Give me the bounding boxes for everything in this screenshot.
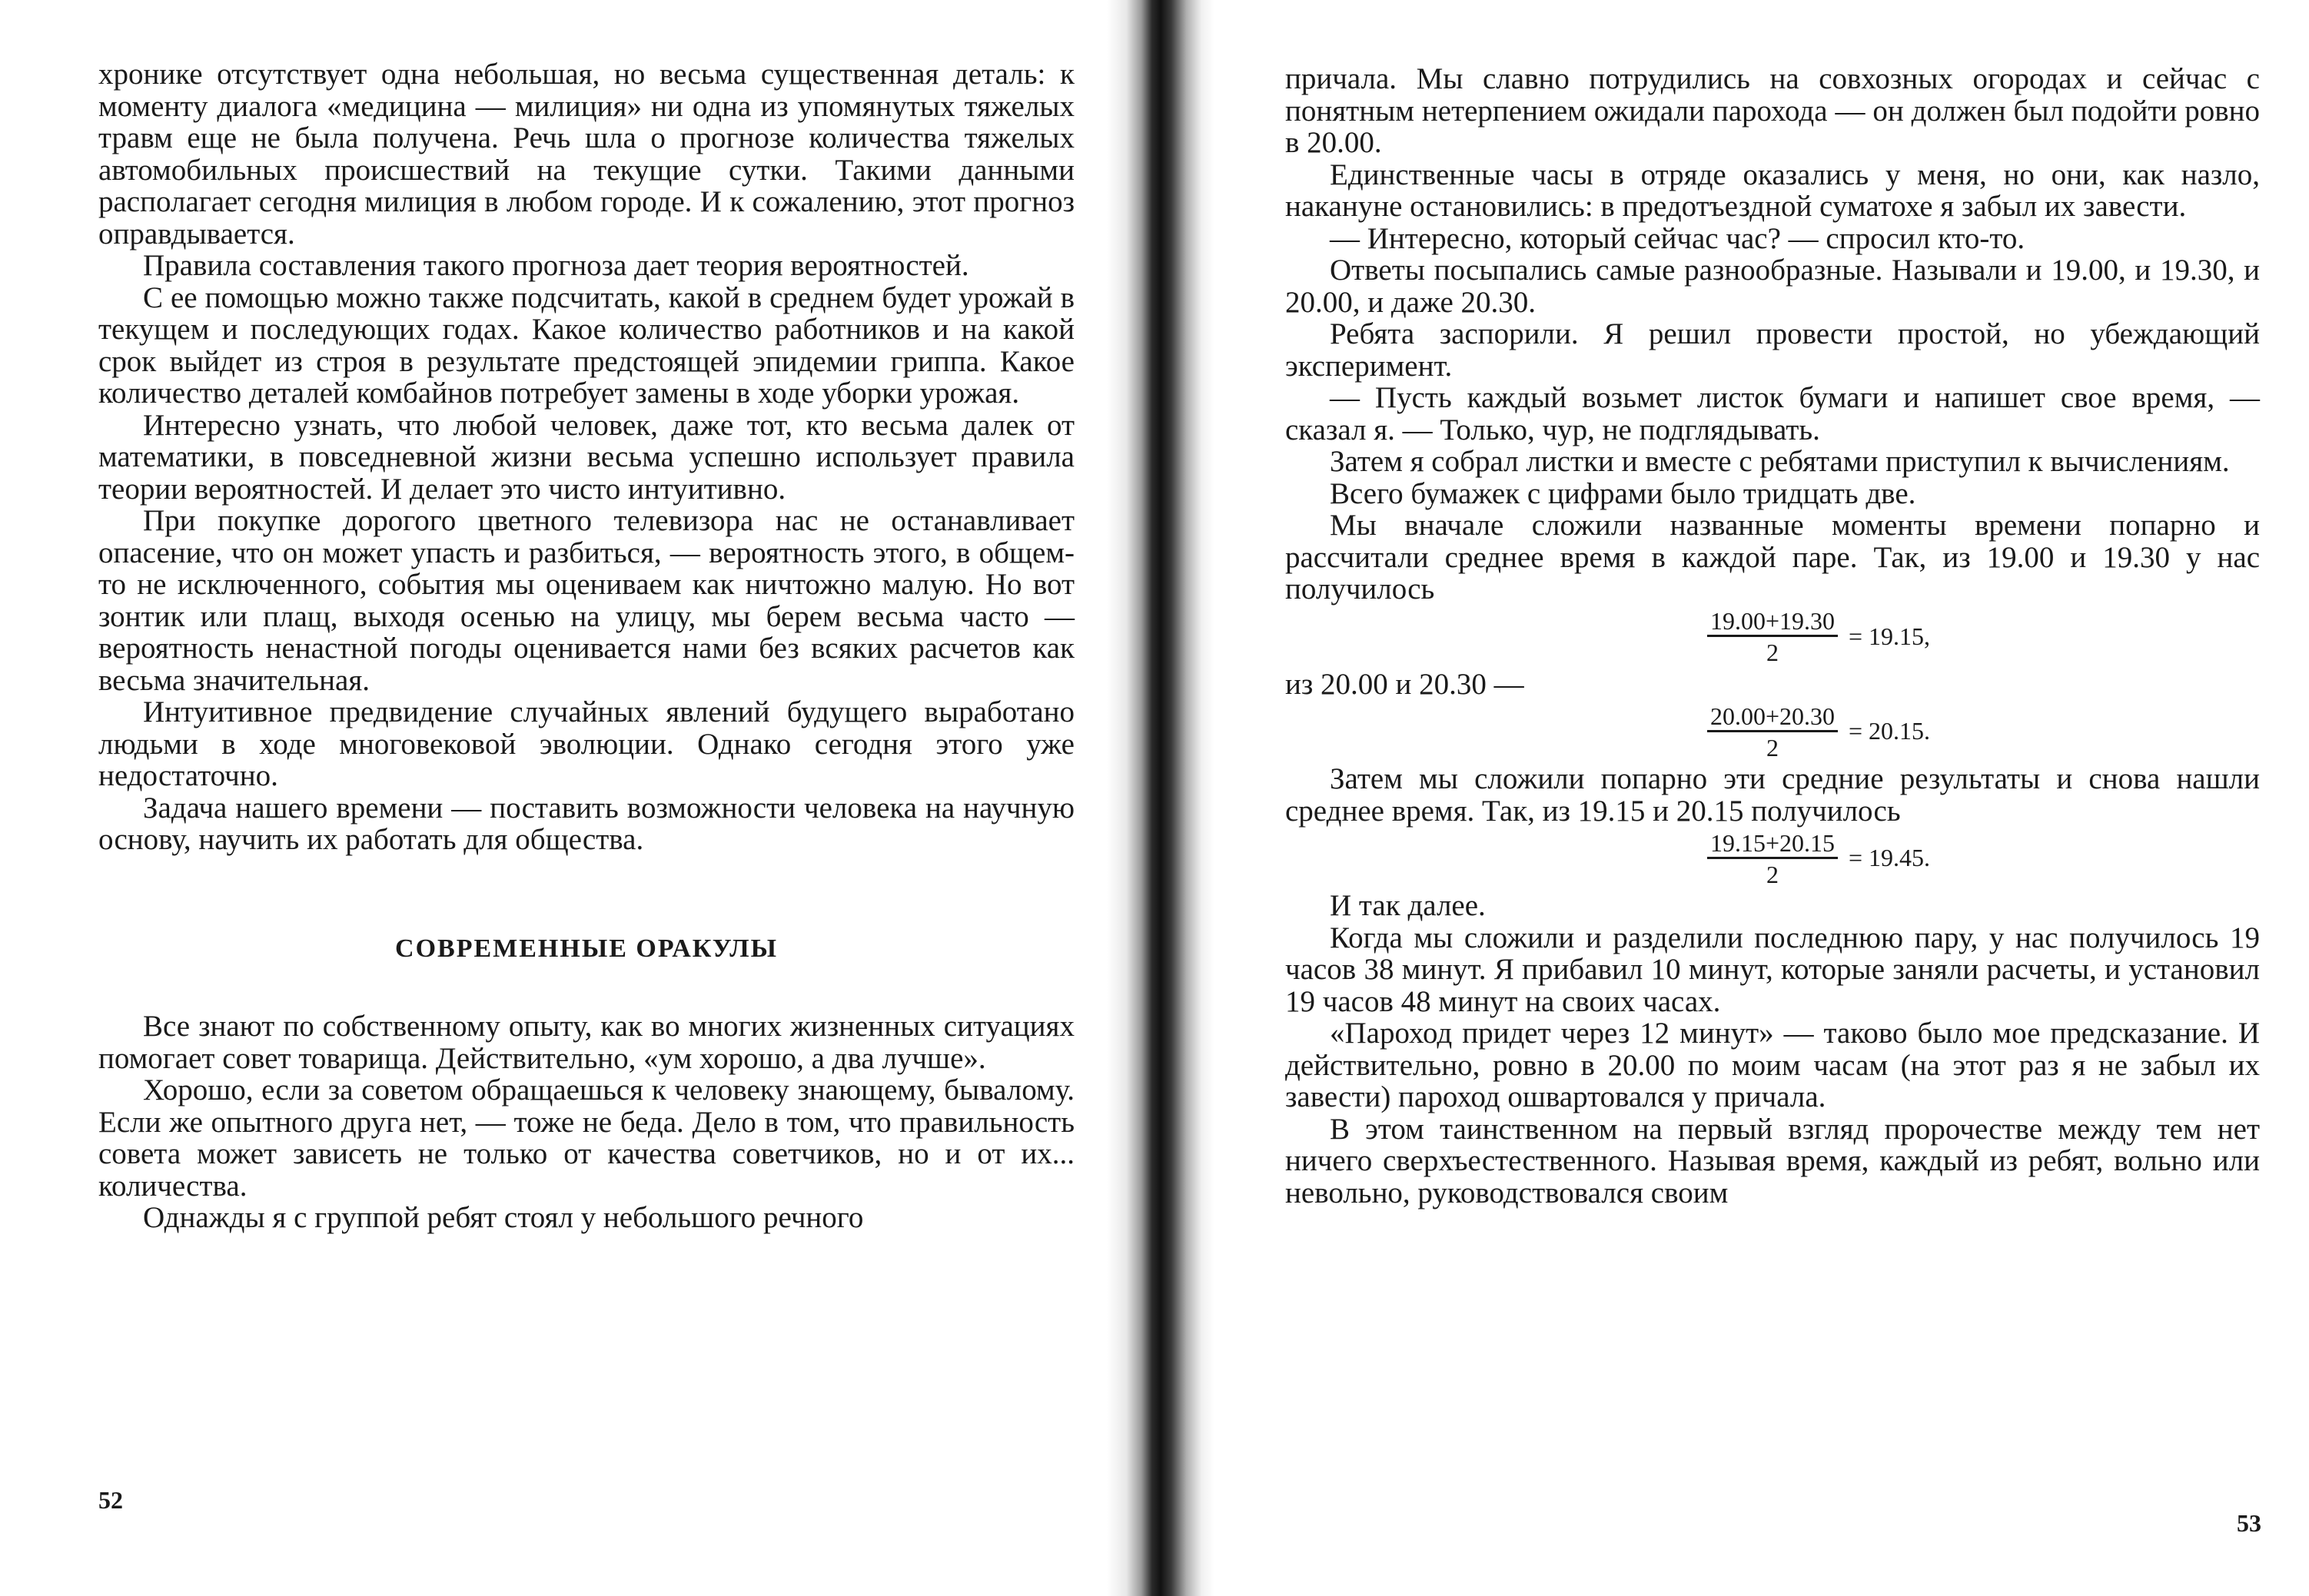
right-page-text bbox=[1285, 63, 2260, 1209]
formula bbox=[1377, 827, 2260, 890]
fraction-numerator: 19.00+19.30 bbox=[1707, 607, 1838, 637]
paragraph: Единственные часы в отряде оказались у меня, но они, как назло, накануне остановились: в предотъездной суматохе я забыл их завести. bbox=[1285, 158, 2260, 223]
paragraph: Затем мы сложили попарно эти средние результаты и снова нашли среднее время. Так, из 19.15 и 20.15 получилось bbox=[1285, 762, 2260, 828]
fraction-denominator: 2 bbox=[1766, 860, 1779, 888]
fraction-numerator: 20.00+20.30 bbox=[1707, 702, 1838, 732]
paragraph: Ответы посыпались самые разнообразные. Называли и 19.00, и 19.30, и 20.00, и даже 20.30. bbox=[1285, 254, 2260, 319]
paragraph: В этом таинственном на первый взгляд пророчестве между тем нет ничего сверхъестественного. Называя время, каждый из ребят, вольно или невольно, руководствовался своим bbox=[1285, 1112, 2260, 1209]
page-number: 53 bbox=[2237, 1509, 2261, 1537]
formula bbox=[1377, 606, 2260, 669]
fraction bbox=[1707, 607, 1838, 666]
paragraph: И так далее. bbox=[1330, 889, 1486, 922]
paragraph: Хорошо, если за советом обращаешься к человеку знающему, бывалому. Если же опытного друга нет, — тоже не беда. Дело в том, что правильность совета может зависеть не только от качества советчиков, но и от их... количества. bbox=[98, 1073, 1075, 1203]
paragraph: — Интересно, который сейчас час? — спросил кто-то. bbox=[1330, 221, 2025, 255]
paragraph: Когда мы сложили и разделили последнюю пару, у нас получилось 19 часов 38 минут. Я прибавил 10 минут, которые заняли расчеты, и установил 19 часов 48 минут на своих часах. bbox=[1285, 921, 2260, 1018]
formula-result: = 19.45. bbox=[1849, 844, 1931, 872]
paragraph: Правила составления такого прогноза дает теория вероятностей. bbox=[143, 249, 969, 282]
paragraph: — Пусть каждый возьмет листок бумаги и напишет свое время, — сказал я. — Только, чур, не подглядывать. bbox=[1285, 381, 2260, 446]
paragraph: Всего бумажек с цифрами было тридцать две. bbox=[1330, 476, 1916, 510]
left-page-text bbox=[98, 58, 1075, 1234]
paragraph: С ее помощью можно также подсчитать, какой в среднем будет урожай в текущем и последующих годах. Какое количество работников и на какой срок выйдет из строя в результате предстоящей эпидемии гриппа. Какое количество деталей комбайнов потребует замены в ходе уборки урожая. bbox=[98, 280, 1075, 410]
paragraph: Мы вначале сложили названные моменты времени попарно и рассчитали среднее время в каждой паре. Так, из 19.00 и 19.30 у нас получилось bbox=[1285, 509, 2260, 606]
paragraph: Затем я собрал листки и вместе с ребятами приступил к вычислениям. bbox=[1330, 445, 2230, 478]
paragraph: Ребята заспорили. Я решил провести простой, но убеждающий эксперимент. bbox=[1285, 317, 2260, 383]
formula bbox=[1377, 700, 2260, 763]
paragraph: Однажды я с группой ребят стоял у небольшого речного bbox=[143, 1201, 864, 1234]
fraction bbox=[1707, 829, 1838, 888]
paragraph: хронике отсутствует одна небольшая, но весьма существенная деталь: к моменту диалога «медицина — милиция» ни одна из упомянутых тяжелых травм еще не была получена. Речь шла о прогнозе количества тяжелых автомобильных происшествий на текущие сутки. Такими данными располагает сегодня милиция в любом городе. И к сожалению, этот прогноз оправдывается. bbox=[98, 58, 1075, 251]
fraction-denominator: 2 bbox=[1766, 733, 1779, 762]
paragraph: Интуитивное предвидение случайных явлений будущего выработано людьми в ходе многовековой эволюции. Однако сегодня этого уже недостаточно. bbox=[98, 695, 1075, 792]
fraction-numerator: 19.15+20.15 bbox=[1707, 829, 1838, 859]
right-page bbox=[1176, 0, 2309, 1596]
formula-result: = 20.15. bbox=[1849, 717, 1931, 745]
paragraph: Все знают по собственному опыту, как во многих жизненных ситуациях помогает совет товарища. Действительно, «ум хорошо, а два лучше». bbox=[98, 1010, 1075, 1075]
paragraph: Задача нашего времени — поставить возможности человека на научную основу, научить их работать для общества. bbox=[98, 791, 1075, 856]
paragraph: из 20.00 и 20.30 — bbox=[1285, 667, 1524, 701]
fraction bbox=[1707, 702, 1838, 762]
paragraph: «Пароход придет через 12 минут» — таково было мое предсказание. И действительно, ровно в 20.00 по моим часам (на этот раз я не забыл их завести) пароход ошвартовался у причала. bbox=[1285, 1017, 2260, 1113]
paragraph: При покупке дорогого цветного телевизора нас не останавливает опасение, что он может упасть и разбиться, — вероятность этого, в общем-то не исключенного, события мы оцениваем как ничтожно малую. Но вот зонтик или плащ, выходя осенью на улицу, мы берем весьма часто — вероятность ненастной погоды оценивается нами без всяких расчетов как весьма значительная. bbox=[98, 504, 1075, 697]
page-number: 52 bbox=[98, 1486, 123, 1514]
section-heading: СОВРЕМЕННЫЕ ОРАКУЛЫ bbox=[395, 934, 778, 963]
fraction-denominator: 2 bbox=[1766, 639, 1779, 666]
left-page bbox=[0, 0, 1134, 1596]
formula-result: = 19.15, bbox=[1849, 622, 1931, 650]
paragraph: причала. Мы славно потрудились на совхозных огородах и сейчас с понятным нетерпением ожидали парохода — он должен был подойти ровно в 20.00. bbox=[1285, 62, 2260, 159]
paragraph: Интересно узнать, что любой человек, даже тот, кто весьма далек от математики, в повседневной жизни весьма успешно использует правила теории вероятностей. И делает это чисто интуитивно. bbox=[98, 408, 1075, 506]
